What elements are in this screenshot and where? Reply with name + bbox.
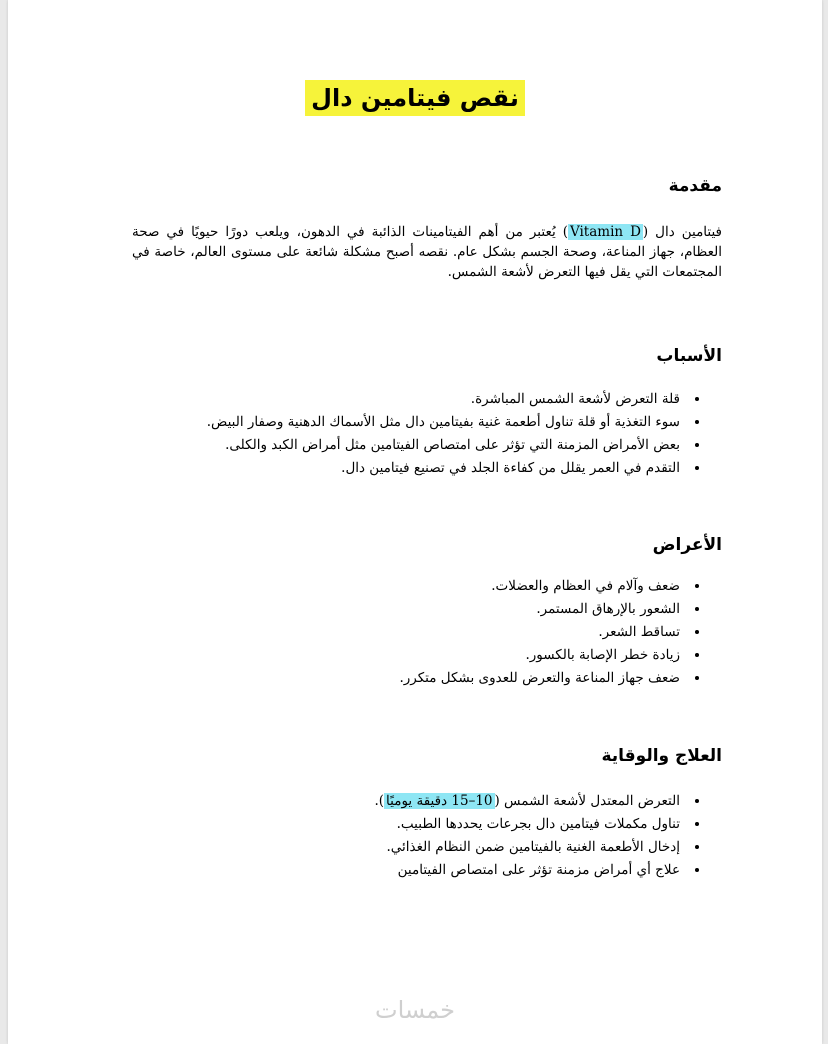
list-item: • تساقط الشعر. xyxy=(124,621,684,644)
watermark-logo: خمسات xyxy=(374,996,456,1024)
document-title: نقص فيتامين دال xyxy=(305,80,525,116)
intro-paragraph xyxy=(132,222,722,282)
list-item: • ضعف وآلام في العظام والعضلات. xyxy=(124,575,684,598)
list-item: • سوء التغذية أو قلة تناول أطعمة غنية بفيتامين دال مثل الأسماك الدهنية وصفار البيض. xyxy=(124,411,684,434)
list-item xyxy=(124,790,684,813)
list-item: • قلة التعرض لأشعة الشمس المباشرة. xyxy=(124,388,684,411)
causes-heading: الأسباب xyxy=(656,346,722,366)
list-item: • زيادة خطر الإصابة بالكسور. xyxy=(124,644,684,667)
treatment-heading: العلاج والوقاية xyxy=(601,746,722,766)
list-item: • بعض الأمراض المزمنة التي تؤثر على امتصاص الفيتامين مثل أمراض الكبد والكلى. xyxy=(124,434,684,457)
list-item: • تناول مكملات فيتامين دال بجرعات يحددها الطبيب. xyxy=(124,813,684,836)
causes-list xyxy=(124,388,702,480)
list-item: • ضعف جهاز المناعة والتعرض للعدوى بشكل متكرر. xyxy=(124,667,684,690)
list-item: • علاج أي أمراض مزمنة تؤثر على امتصاص الفيتامين xyxy=(124,859,684,882)
symptoms-list xyxy=(124,575,702,690)
document-page xyxy=(8,0,822,1044)
symptoms-heading: الأعراض xyxy=(652,535,722,555)
intro-heading: مقدمة xyxy=(668,176,722,196)
title-container xyxy=(8,80,822,116)
treatment-text-after: ). xyxy=(374,793,385,809)
sun-duration-highlight: 10–15 دقيقة يوميًا xyxy=(386,793,493,809)
intro-text-before: فيتامين دال ( xyxy=(642,224,723,240)
intro-text-after: ) يُعتبر من أهم الفيتامينات الذائبة في الدهون، ويلعب دورًا حيويًا في صحة العظام، جهاز المناعة، وصحة الجسم بشكل عام. نقصه أصبح مشكلة شائعة على مستوى العالم، خاصة في المجتمعات التي يقل فيها التعرض لأشعة الشمس. xyxy=(132,224,722,280)
list-item: • إدخال الأطعمة الغنية بالفيتامين ضمن النظام الغذائي. xyxy=(124,836,684,859)
vitamin-d-highlight: Vitamin D xyxy=(569,224,641,240)
treatment-text-before: التعرض المعتدل لأشعة الشمس ( xyxy=(494,793,680,809)
treatment-list xyxy=(124,790,702,882)
list-item: • التقدم في العمر يقلل من كفاءة الجلد في تصنيع فيتامين دال. xyxy=(124,457,684,480)
list-item: • الشعور بالإرهاق المستمر. xyxy=(124,598,684,621)
